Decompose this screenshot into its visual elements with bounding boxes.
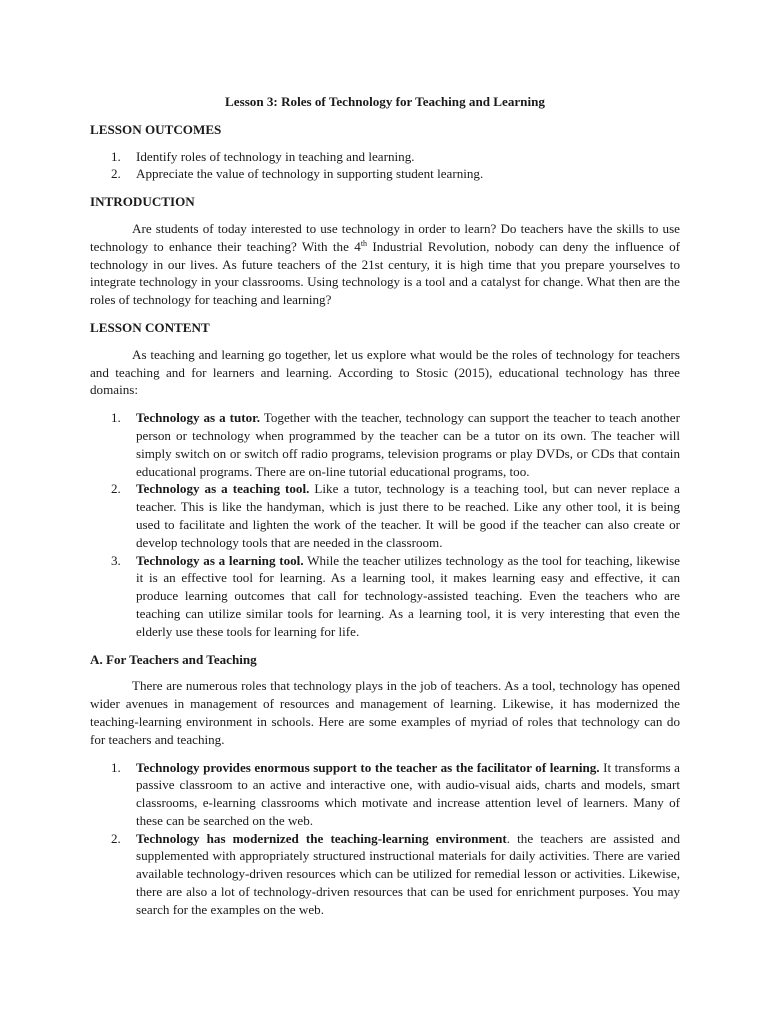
lesson-title: Lesson 3: Roles of Technology for Teaching and Learning [225,94,545,109]
list-number: 3. [111,552,121,568]
content-intro-paragraph: As teaching and learning go together, let us explore what would be the roles of technology for teachers and teaching and for learners and learning. According to Stosic (2015), educational technology has three domains: [90,346,680,398]
list-text: While the teacher utilizes technology as the tool for teaching, likewise it is an effective tool for learning. As a learning tool, it makes learning easy and effective, it can produce learning outcomes that call for technology-assisted teaching. Even the teachers who are teaching can utilize similar tools for learning. As a learning tool, it is very interesting that even the elderly use these tools for learning for life. [136,552,680,639]
teachers-intro-paragraph: There are numerous roles that technology plays in the job of teachers. As a tool, technology has opened wider avenues in management of resources and management of learning. Likewise, it has modernized the teaching-learning environment in schools. Here are some examples of myriad of roles that technology can do for teachers and teaching. [90,678,680,747]
list-item-title: Technology as a learning tool. [136,552,304,568]
list-item-title: Technology has modernized the teaching-learning environment [136,830,507,846]
list-text: Identify roles of technology in teaching and learning. [136,148,415,164]
list-item [90,165,680,183]
list-text: Appreciate the value of technology in supporting student learning. [136,166,484,182]
list-text: Together with the teacher, technology can support the teacher to teach another person or technology when programmed by the teacher can be a tutor on its own. The teacher will simply switch on or switch off radio programs, television programs or play DVDs, or CDs that contain educational programs. There are on-line tutorial educational programs, too. [136,410,680,479]
list-item [90,148,680,166]
teachers-heading: A. For Teachers and Teaching [90,651,257,667]
introduction-heading: INTRODUCTION [90,194,195,210]
list-item-title: Technology as a teaching tool. [136,481,310,497]
introduction-paragraph [90,220,680,309]
content-heading: LESSON CONTENT [90,319,210,335]
list-number: 2. [111,166,121,182]
list-text: . the teachers are assisted and supplemented with appropriately structured instructional materials for daily activities. There are varied available technology-driven resources which can be utilized for remedial lesson or activities. Likewise, there are also a lot of technology-driven resources that can be used for enrichment purposes. You may search for the examples on the web. [136,830,680,917]
list-number: 2. [111,481,121,497]
list-number: 1. [111,148,121,164]
list-item-title: Technology as a tutor. [136,410,261,426]
list-text: It transforms a passive classroom to an active and interactive one, with audio-visual aids, charts and models, smart classrooms, e-learning classrooms which motivate and increase attention level of learners. Many of these can be searched on the web. [136,759,680,828]
teachers-roles-list [90,759,680,919]
domains-list [90,409,680,640]
list-number: 2. [111,830,121,846]
ordinal-superscript: th [360,238,368,248]
list-item [90,552,680,641]
intro-text-part2: Industrial Revolution, nobody can deny the influence of technology in our lives. As future teachers of the 21st century, it is high time that you prepare yourselves to integrate technology in your classrooms. Using technology is a tool and a catalyst for change. What then are the roles of technology for teaching and learning? [90,238,680,308]
list-text: Like a tutor, technology is a teaching tool, but can never replace a teacher. This is like the handyman, which is just there to be reached. Like any other tool, it is being used to facilitate and lighten the work of the teacher. It will be good if the teacher can also create or develop technology tools that are needed in the classroom. [136,481,680,550]
list-item-title: Technology provides enormous support to the teacher as the facilitator of learning. [136,759,600,775]
list-item [90,409,680,480]
intro-text-part1: Are students of today interested to use technology in order to learn? Do teachers have the skills to use technology to enhance their teaching? With the 4 [90,220,680,254]
list-number: 1. [111,410,121,426]
list-item [90,830,680,919]
list-item [90,480,680,551]
list-item [90,759,680,830]
list-number: 1. [111,759,121,775]
outcomes-list [90,148,680,184]
outcomes-heading: LESSON OUTCOMES [90,121,222,137]
